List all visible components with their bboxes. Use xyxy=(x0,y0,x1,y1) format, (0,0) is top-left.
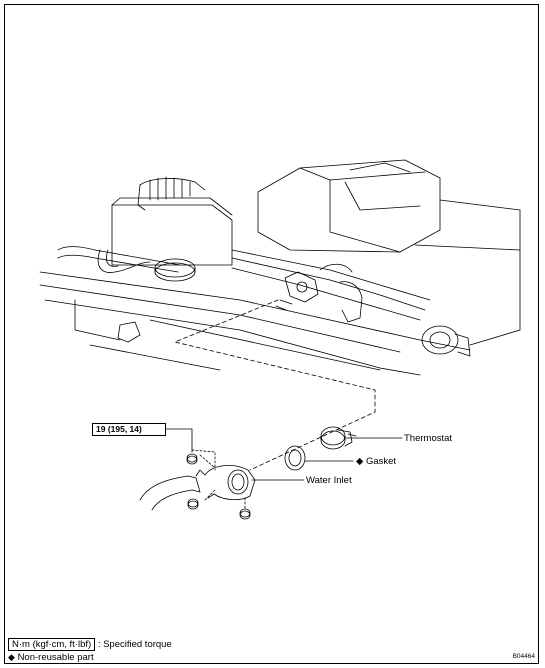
exploded-parts-drawing xyxy=(140,427,356,519)
torque-spec-value: 19 (195, 14) xyxy=(96,424,142,434)
dashed-leader xyxy=(175,300,375,470)
nonreusable-mark: ◆ xyxy=(356,456,364,467)
gasket-label: Gasket xyxy=(365,456,397,467)
torque-spec-box xyxy=(92,423,166,436)
torque-leader xyxy=(166,429,192,452)
legend-nonreusable-mark: ◆ xyxy=(8,652,15,662)
legend-nonreusable-desc: Non-reusable part xyxy=(17,652,94,663)
nut-right xyxy=(240,509,250,519)
nut-left xyxy=(188,499,198,509)
engine-compartment-drawing xyxy=(40,160,520,375)
gasket-callout xyxy=(356,456,396,467)
nut-top xyxy=(187,454,197,464)
legend xyxy=(8,638,172,664)
thermostat-label: Thermostat xyxy=(404,433,453,444)
legend-nonreusable-row xyxy=(8,651,172,664)
figure-code: B04464 xyxy=(512,653,535,660)
legend-torque-units: N·m (kgf·cm, ft·lbf) xyxy=(8,638,95,651)
legend-torque-desc: : Specified torque xyxy=(97,639,172,650)
legend-torque-row xyxy=(8,638,172,651)
water-inlet-label: Water Inlet xyxy=(306,475,352,486)
